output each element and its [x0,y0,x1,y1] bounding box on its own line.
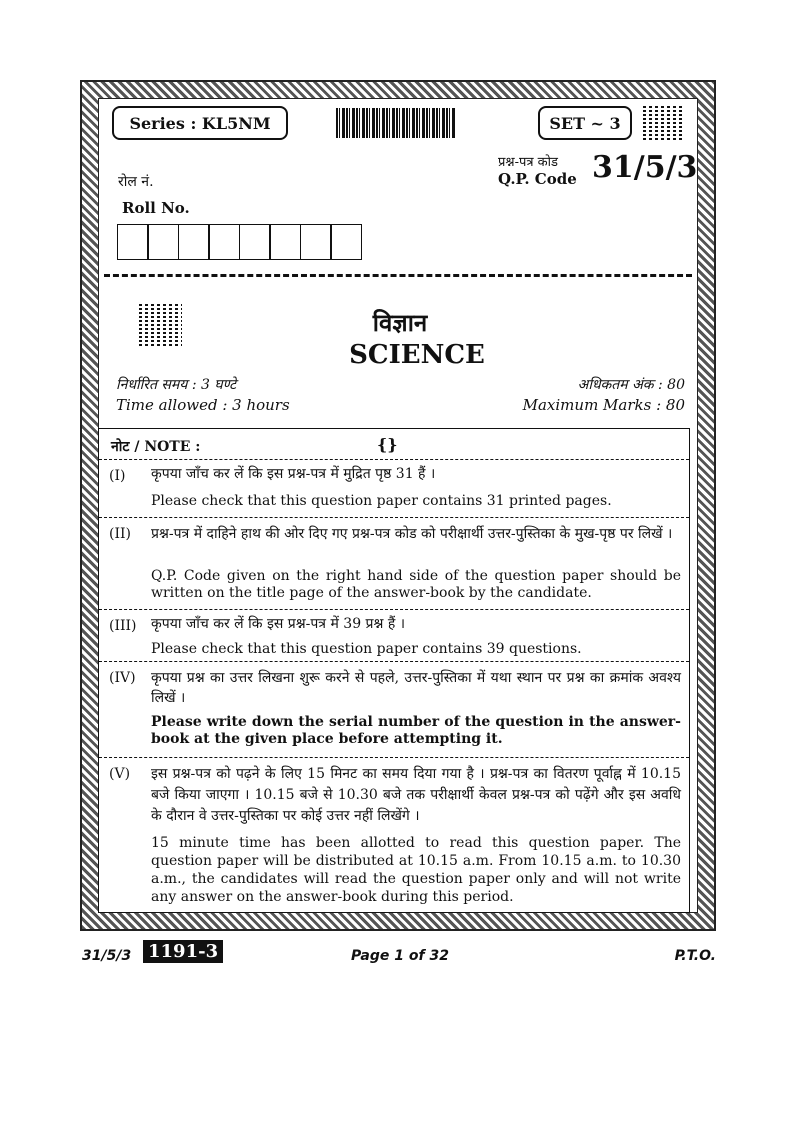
roll-no-digit-box[interactable] [117,224,149,260]
time-allowed: Time allowed : 3 hours [116,396,290,414]
max-marks: Maximum Marks : 80 [522,396,685,414]
max-marks-hindi: अधिकतम अंक : 80 [577,377,685,393]
note-heading: नोट / NOTE : [111,439,201,455]
note-row [99,661,689,757]
subject-title: SCIENCE [349,340,485,370]
set-box [538,106,632,140]
pto-label: P.T.O. [674,948,716,964]
note-number: (V) [109,766,131,782]
cut-line-divider [104,274,692,277]
note-row [99,517,689,609]
qr-code-icon [640,104,682,142]
time-allowed-hindi: निर्धारित समय : 3 घण्टे [116,377,237,393]
note-text-hindi: कृपया जाँच कर लें कि इस प्रश्न-पत्र में मुद्रित पृष्ठ 31 हैं । [151,466,436,482]
footer-badge-text: 1191-3 [148,941,219,962]
note-text: 15 minute time has been allotted to read this question paper. The question paper will be distributed at 10.15 a.m. From 10.15 a.m. to 10.30 a.m., the candidates will read the question paper only and will not write any answer on the answer-book during this period. [151,835,681,905]
roll-no-label-hindi: रोल नं. [118,174,154,190]
subject-title-hindi: विज्ञान [372,308,428,337]
footer-code: 31/5/3 [82,948,132,964]
note-number: (II) [109,526,131,542]
note-text: Please check that this question paper contains 39 questions. [151,641,582,657]
note-braces: {} [377,435,398,454]
roll-no-digit-box[interactable] [269,224,301,260]
note-text-hindi: कृपया प्रश्न का उत्तर लिखना शुरू करने से पहले, उत्तर-पुस्तिका में यथा स्थान पर प्रश्न का क्रमांक अवश्य लिखें । [151,670,681,706]
note-number: (I) [109,468,126,484]
note-row [99,609,689,661]
note-number: (IV) [109,670,136,686]
roll-no-input[interactable] [118,224,362,260]
note-text-hindi: इस प्रश्न-पत्र को पढ़ने के लिए 15 मिनट का समय दिया गया है । प्रश्न-पत्र का वितरण पूर्वाह्न में 10.15 बजे किया जाएगा । 10.15 बजे से 10.30 बजे तक परीक्षार्थी केवल प्रश्न-पत्र को पढ़ेंगे और इस अवधि के दौरान वे उत्तर-पुस्तिका पर कोई उत्तर नहीं लिखेंगे । [151,766,681,824]
note-row [99,757,689,914]
note-text: Please write down the serial number of the question in the answer-book at the given place before attempting it. [151,714,681,747]
barcode-icon [336,108,456,138]
notes-section [98,428,690,913]
qp-code-label: Q.P. Code [498,170,577,188]
qp-code-label-hindi: प्रश्न-पत्र कोड [498,155,558,170]
note-text: Please check that this question paper contains 31 printed pages. [151,493,612,509]
roll-no-digit-box[interactable] [208,224,240,260]
series-label: Series : KL5NM [129,113,271,133]
series-box [112,106,288,140]
note-text-hindi: प्रश्न-पत्र में दाहिने हाथ की ओर दिए गए प्रश्न-पत्र कोड को परीक्षार्थी उत्तर-पुस्तिका के मुख-पृष्ठ पर लिखें । [151,526,673,542]
note-number: (III) [109,618,137,634]
note-row [99,459,689,517]
set-label: SET ~ 3 [549,113,621,133]
roll-no-digit-box[interactable] [300,224,332,260]
roll-no-digit-box[interactable] [147,224,179,260]
roll-no-digit-box[interactable] [239,224,271,260]
page-number: Page 1 of 32 [351,948,449,964]
roll-no-label: Roll No. [122,199,190,217]
roll-no-digit-box[interactable] [330,224,362,260]
note-text: Q.P. Code given on the right hand side of the question paper should be written on the title page of the answer-book by the candidate. [151,568,681,601]
qp-code-value: 31/5/3 [592,150,698,185]
roll-no-digit-box[interactable] [178,224,210,260]
note-text-hindi: कृपया जाँच कर लें कि इस प्रश्न-पत्र में 39 प्रश्न हैं । [151,616,406,632]
